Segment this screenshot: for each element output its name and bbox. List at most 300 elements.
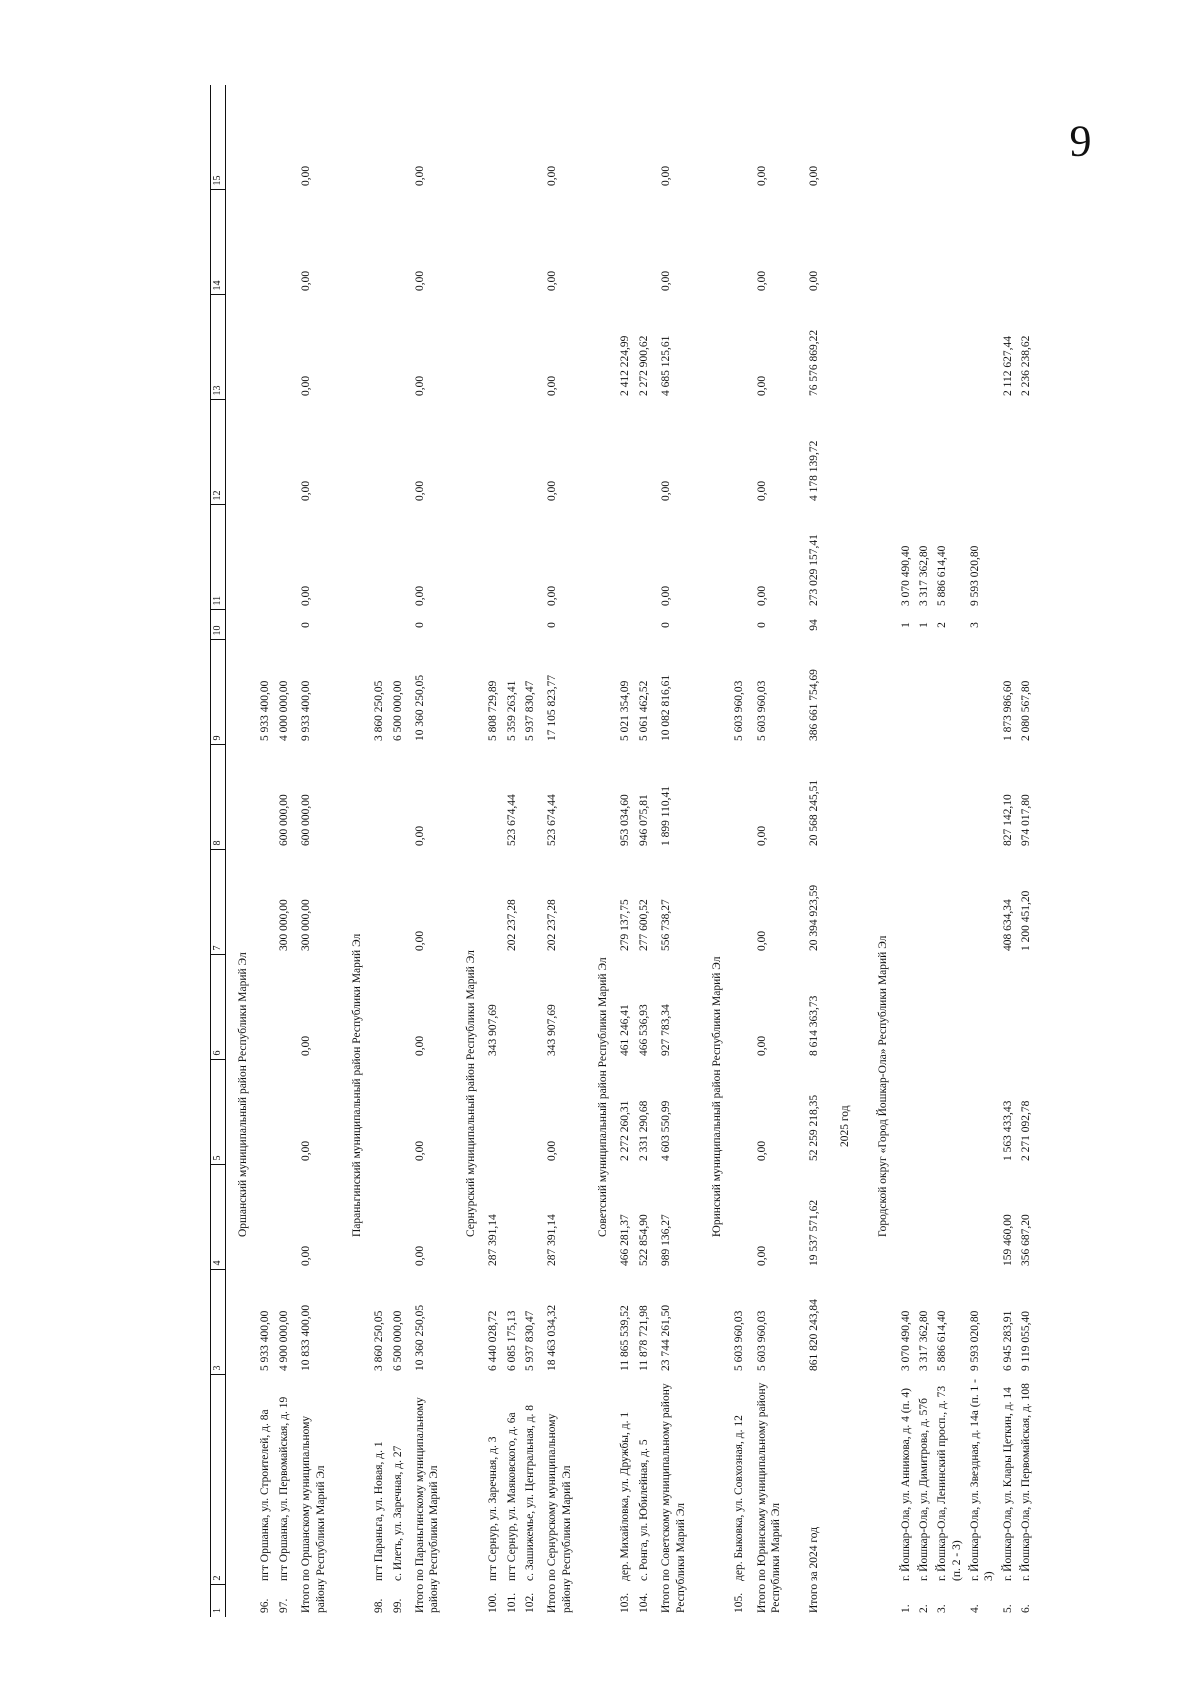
value-cell (730, 850, 748, 955)
value-cell (484, 745, 502, 850)
value-cell (484, 1060, 502, 1165)
total-value-cell: 927 783,34 (660, 1004, 673, 1056)
column-number: 9 (211, 640, 226, 745)
budget-table (210, 85, 1036, 1617)
total-value-cell: 0,00 (660, 270, 673, 291)
table-row (966, 85, 999, 1617)
value-cell: 11 865 539,52 (619, 1305, 632, 1371)
value-cell (915, 85, 933, 190)
value-cell (933, 955, 966, 1060)
value-cell: 5 937 830,47 (523, 680, 536, 741)
total-label: Итого по Юринскому муниципальному району Республики Марий Эл (755, 1382, 782, 1613)
value-cell: 600 000,00 (277, 794, 290, 846)
total-value-cell: 0,00 (755, 585, 768, 606)
column-number: 3 (211, 1270, 226, 1375)
value-cell: 6 440 028,72 (487, 1310, 500, 1371)
value-cell: 6 945 283,91 (1001, 1310, 1014, 1371)
value-cell (933, 1060, 966, 1165)
value-cell: 6 500 000,00 (391, 680, 404, 741)
value-cell (256, 400, 274, 505)
total-value-cell: 0,00 (300, 585, 313, 606)
page-number: 9 (1069, 116, 1092, 166)
value-cell: 2 272 260,31 (619, 1100, 632, 1161)
total-value-cell: 0,00 (414, 1035, 426, 1056)
total-value-cell: 0 (300, 622, 313, 628)
value-cell (616, 400, 634, 505)
value-cell (915, 850, 933, 955)
value-cell (256, 1165, 274, 1270)
total-value-cell: 0 (755, 622, 768, 628)
value-cell (389, 190, 407, 295)
value-cell: 11 878 721,98 (637, 1305, 650, 1371)
table-row (730, 85, 748, 1617)
total-value-cell: 0,00 (300, 270, 313, 291)
total-value-cell: 5 603 960,03 (755, 1310, 768, 1371)
value-cell (503, 190, 521, 295)
table-row (616, 85, 634, 1617)
row-number: 105. (733, 1592, 746, 1613)
value-cell (484, 610, 502, 640)
value-cell: 2 331 290,68 (637, 1100, 650, 1161)
value-cell (256, 850, 274, 955)
value-cell: 279 137,75 (619, 899, 632, 951)
value-cell (389, 1165, 407, 1270)
total-value-cell: 0,00 (755, 165, 768, 186)
value-cell (503, 400, 521, 505)
total-label: Итого по Параньгинскому муниципальному району Республики Марий Эл (414, 1397, 441, 1613)
value-cell (503, 295, 521, 400)
total-value-cell: 0,00 (808, 165, 821, 186)
value-cell (966, 640, 999, 745)
value-cell: 5 886 614,40 (936, 1310, 949, 1371)
total-value-cell: 76 576 869,22 (808, 329, 821, 396)
value-cell: 5 937 830,47 (523, 1310, 536, 1371)
value-cell: 953 034,60 (619, 794, 632, 846)
address-cell: с. Зашижемье, ул. Центральная, д. 8 (523, 1404, 536, 1581)
value-cell: 3 (969, 622, 981, 628)
value-cell: 4 900 000,00 (277, 1310, 290, 1371)
value-cell (275, 1060, 293, 1165)
value-cell: 408 634,34 (1001, 899, 1014, 951)
total-value-cell: 989 136,27 (660, 1214, 673, 1266)
section-heading-row (700, 85, 730, 1617)
total-value-cell: 10 360 250,05 (414, 1304, 426, 1371)
row-number: 96. (259, 1598, 272, 1613)
value-cell (897, 85, 915, 190)
value-cell (256, 955, 274, 1060)
column-number: 11 (211, 505, 226, 610)
value-cell (256, 745, 274, 850)
value-cell (635, 610, 653, 640)
value-cell (275, 505, 293, 610)
table-row (1017, 85, 1035, 1617)
value-cell: 461 246,41 (619, 1004, 632, 1056)
value-cell: 2 271 092,78 (1020, 1100, 1033, 1161)
address-cell: г. Йошкар-Ола, ул. Димитрова, д. 57б (917, 1398, 930, 1581)
value-cell: 3 070 490,40 (899, 545, 912, 606)
value-cell: 6 500 000,00 (391, 1310, 404, 1371)
section-title: Оршанский муниципальный район Республики Марий Эл (237, 952, 249, 1237)
value-cell (915, 1060, 933, 1165)
value-cell (275, 610, 293, 640)
value-cell (897, 1060, 915, 1165)
table-row (635, 85, 653, 1617)
address-cell: г. Йошкар-Ола, Ленинский просп., д. 73 (п. 2 - 3) (936, 1385, 963, 1581)
value-cell (503, 610, 521, 640)
value-cell: 522 854,90 (637, 1214, 650, 1266)
total-value-cell: 0,00 (414, 1140, 426, 1161)
value-cell (521, 745, 539, 850)
value-cell: 5 603 960,03 (733, 1310, 746, 1371)
value-cell (503, 85, 521, 190)
total-value-cell: 0,00 (414, 375, 426, 396)
value-cell (275, 400, 293, 505)
value-cell (389, 400, 407, 505)
value-cell (275, 1165, 293, 1270)
value-cell (370, 85, 388, 190)
value-cell (616, 610, 634, 640)
section-heading-row (586, 85, 616, 1617)
value-cell (730, 1165, 748, 1270)
table-row (275, 85, 293, 1617)
value-cell (966, 295, 999, 400)
total-value-cell: 10 833 400,00 (300, 1304, 313, 1371)
value-cell (616, 505, 634, 610)
value-cell (370, 745, 388, 850)
value-cell (256, 505, 274, 610)
row-number: 99. (391, 1598, 404, 1613)
value-cell (915, 190, 933, 295)
column-number: 4 (211, 1165, 226, 1270)
subtotal-row (407, 85, 454, 1617)
value-cell (915, 640, 933, 745)
value-cell: 523 674,44 (505, 794, 518, 846)
value-cell (616, 190, 634, 295)
value-cell: 2 080 567,80 (1020, 680, 1033, 741)
value-cell: 2 236 238,62 (1020, 335, 1033, 396)
value-cell: 9 593 020,80 (969, 545, 981, 606)
subtotal-row (539, 85, 586, 1617)
value-cell (635, 505, 653, 610)
total-value-cell: 52 259 218,35 (808, 1094, 821, 1161)
row-number: 102. (523, 1592, 536, 1613)
value-cell (389, 610, 407, 640)
subtotal-row (293, 85, 340, 1617)
value-cell (966, 1165, 999, 1270)
value-cell (275, 190, 293, 295)
value-cell (521, 850, 539, 955)
total-value-cell: 0,00 (755, 825, 768, 846)
value-cell (484, 295, 502, 400)
row-number: 3. (936, 1604, 949, 1613)
column-number: 10 (211, 610, 226, 640)
total-value-cell: 0,00 (414, 585, 426, 606)
value-cell (999, 505, 1017, 610)
value-cell (933, 640, 966, 745)
value-cell (897, 850, 915, 955)
total-value-cell: 0,00 (300, 480, 313, 501)
value-cell: 343 907,69 (487, 1004, 500, 1056)
total-value-cell: 0,00 (755, 1245, 768, 1266)
value-cell (730, 955, 748, 1060)
value-cell (521, 85, 539, 190)
value-cell: 3 317 362,80 (917, 545, 930, 606)
value-cell: 356 687,20 (1020, 1214, 1033, 1266)
total-value-cell: 0,00 (546, 165, 559, 186)
value-cell: 466 536,93 (637, 1004, 650, 1056)
total-value-cell: 0,00 (755, 480, 768, 501)
value-cell (933, 850, 966, 955)
value-cell (370, 1165, 388, 1270)
value-cell: 9 593 020,80 (969, 1310, 981, 1371)
value-cell (1017, 505, 1035, 610)
total-value-cell: 0,00 (300, 375, 313, 396)
value-cell: 1 563 433,43 (1001, 1100, 1014, 1161)
value-cell (503, 505, 521, 610)
column-number: 5 (211, 1060, 226, 1165)
value-cell (999, 610, 1017, 640)
value-cell (635, 400, 653, 505)
section-title: Сернурский муниципальный район Республики Марий Эл (464, 950, 477, 1237)
table-row (484, 85, 502, 1617)
total-value-cell: 0,00 (660, 165, 673, 186)
value-cell (966, 745, 999, 850)
value-cell (521, 1060, 539, 1165)
value-cell (730, 505, 748, 610)
value-cell (370, 850, 388, 955)
value-cell: 3 317 362,80 (917, 1310, 930, 1371)
total-value-cell: 0,00 (546, 375, 559, 396)
address-cell: с. Ронга, ул. Юбилейная, д. 5 (637, 1439, 650, 1581)
value-cell (370, 610, 388, 640)
section-title: Городской округ «Город Йошкар-Ола» Республики Марий Эл (877, 935, 890, 1237)
value-cell: 1 (917, 622, 930, 628)
value-cell: 2 112 627,44 (1001, 336, 1014, 396)
value-cell (389, 955, 407, 1060)
value-cell (966, 1060, 999, 1165)
value-cell: 5 933 400,00 (259, 1310, 272, 1371)
table-row (933, 85, 966, 1617)
value-cell: 287 391,14 (487, 1214, 500, 1266)
value-cell (389, 1060, 407, 1165)
address-cell: г. Йошкар-Ола, ул. Анникова, д. 4 (п. 4) (899, 1387, 912, 1581)
total-value-cell: 5 603 960,03 (755, 680, 768, 741)
table-row (256, 85, 274, 1617)
value-cell (484, 400, 502, 505)
value-cell (999, 955, 1017, 1060)
value-cell (370, 505, 388, 610)
column-number: 7 (211, 850, 226, 955)
total-value-cell: 20 394 923,59 (808, 884, 821, 951)
column-number: 6 (211, 955, 226, 1060)
value-cell: 827 142,10 (1001, 794, 1014, 846)
value-cell (389, 745, 407, 850)
value-cell: 4 000 000,00 (277, 680, 290, 741)
value-cell (897, 400, 915, 505)
column-number: 1 (211, 1585, 226, 1617)
total-value-cell: 20 568 245,51 (808, 779, 821, 846)
value-cell: 2 (936, 622, 949, 628)
value-cell (999, 85, 1017, 190)
section-heading-row (454, 85, 484, 1617)
value-cell (933, 400, 966, 505)
total-value-cell: 10 360 250,05 (414, 674, 426, 741)
total-value-cell: 0,00 (755, 1035, 768, 1056)
table-row (521, 85, 539, 1617)
value-cell (999, 400, 1017, 505)
subtotal-row (653, 85, 700, 1617)
row-number: 104. (637, 1592, 650, 1613)
value-cell (484, 85, 502, 190)
column-number: 14 (211, 190, 226, 295)
total-value-cell: 202 237,28 (546, 899, 559, 951)
address-cell: г. Йошкар-Ола, ул. Первомайская, д. 108 (1020, 1383, 1033, 1581)
value-cell: 974 017,80 (1020, 794, 1033, 846)
value-cell (897, 745, 915, 850)
total-value-cell: 0,00 (414, 825, 426, 846)
value-cell (484, 190, 502, 295)
value-cell: 3 860 250,05 (373, 1310, 386, 1371)
value-cell (275, 295, 293, 400)
value-cell (730, 190, 748, 295)
total-value-cell: 556 738,27 (660, 899, 673, 951)
value-cell: 5 603 960,03 (733, 680, 746, 741)
total-value-cell: 861 820 243,84 (808, 1299, 821, 1371)
value-cell (503, 1060, 521, 1165)
value-cell (370, 1060, 388, 1165)
value-cell (915, 295, 933, 400)
value-cell: 300 000,00 (277, 899, 290, 951)
total-value-cell: 0,00 (755, 375, 768, 396)
total-value-cell: 17 105 823,77 (546, 674, 559, 741)
address-cell: с. Илеть, ул. Заречная, д. 27 (391, 1445, 404, 1581)
total-label: Итого по Оршанскому муниципальному району Республики Марий Эл (300, 1415, 327, 1613)
value-cell: 6 085 175,13 (505, 1310, 518, 1371)
total-label: Итого по Сернурскому муниципальному району Республики Марий Эл (546, 1413, 573, 1613)
total-value-cell: 94 (808, 619, 821, 631)
total-value-cell: 1 899 110,41 (660, 786, 673, 846)
value-cell (389, 295, 407, 400)
value-cell (933, 85, 966, 190)
row-number: 4. (969, 1604, 981, 1613)
total-value-cell: 10 082 816,61 (660, 674, 673, 741)
total-label: Итого за 2024 год (808, 1526, 821, 1613)
total-value-cell: 0,00 (546, 585, 559, 606)
value-cell (389, 505, 407, 610)
total-value-cell: 0,00 (300, 1140, 313, 1161)
row-number: 103. (619, 1592, 632, 1613)
total-value-cell: 19 537 571,62 (808, 1199, 821, 1266)
value-cell: 159 460,00 (1001, 1214, 1014, 1266)
total-value-cell: 0,00 (546, 480, 559, 501)
value-cell (933, 1165, 966, 1270)
value-cell: 5 061 462,52 (637, 680, 650, 741)
row-number: 1. (899, 1604, 912, 1613)
value-cell: 5 359 263,41 (505, 680, 518, 741)
value-cell (275, 955, 293, 1060)
value-cell (275, 85, 293, 190)
table-row (389, 85, 407, 1617)
value-cell (521, 400, 539, 505)
table-row (503, 85, 521, 1617)
value-cell (616, 85, 634, 190)
value-cell (256, 1060, 274, 1165)
total-value-cell: 23 744 261,50 (660, 1304, 673, 1371)
value-cell: 1 200 451,20 (1020, 890, 1033, 951)
value-cell (1017, 955, 1035, 1060)
value-cell: 3 070 490,40 (899, 1310, 912, 1371)
address-cell: г. Йошкар-Ола, ул. Клары Цеткин, д. 14 (1001, 1387, 1014, 1581)
value-cell (966, 955, 999, 1060)
value-cell: 946 075,81 (637, 794, 650, 846)
value-cell (370, 955, 388, 1060)
section-title: Параньгинский муниципальный район Республики Марий Эл (350, 933, 363, 1237)
value-cell (730, 400, 748, 505)
value-cell (730, 745, 748, 850)
total-value-cell: 287 391,14 (546, 1214, 559, 1266)
column-number: 13 (211, 295, 226, 400)
section-heading-row (226, 85, 257, 1617)
total-value-cell: 0,00 (300, 1035, 313, 1056)
value-cell (256, 610, 274, 640)
total-value-cell: 4 685 125,61 (660, 335, 673, 396)
value-cell: 5 808 729,89 (487, 680, 500, 741)
total-value-cell: 0,00 (414, 270, 426, 291)
total-value-cell: 0,00 (546, 270, 559, 291)
total-value-cell: 273 029 157,41 (808, 534, 821, 606)
column-number: 15 (211, 85, 226, 190)
table-row (897, 85, 915, 1617)
value-cell (389, 850, 407, 955)
address-cell: пгт Параньга, ул. Новая, д. 1 (373, 1441, 386, 1581)
value-cell (915, 1165, 933, 1270)
address-cell: дер. Быковка, ул. Совхозная, д. 12 (733, 1415, 746, 1581)
section-title: Советский муниципальный район Республики Марий Эл (597, 957, 609, 1237)
section-heading-row (340, 85, 370, 1617)
value-cell: 466 281,37 (619, 1214, 632, 1266)
address-cell: пгт Оршанка, ул. Первомайская, д. 19 (277, 1396, 290, 1581)
value-cell (730, 85, 748, 190)
value-cell (966, 850, 999, 955)
value-cell (730, 610, 748, 640)
total-value-cell: 8 614 363,73 (808, 995, 821, 1056)
address-cell: дер. Михайловка, ул. Дружбы, д. 1 (619, 1411, 632, 1581)
column-number-row (211, 85, 226, 1617)
value-cell (966, 190, 999, 295)
total-value-cell: 0,00 (414, 1245, 426, 1266)
value-cell (915, 400, 933, 505)
value-cell: 1 873 986,60 (1001, 680, 1014, 741)
table-row (999, 85, 1017, 1617)
total-value-cell: 0 (414, 622, 426, 628)
total-value-cell: 4 178 139,72 (808, 440, 821, 501)
value-cell: 3 860 250,05 (373, 680, 386, 741)
value-cell (915, 745, 933, 850)
value-cell (897, 1165, 915, 1270)
address-cell: г. Йошкар-Ола, ул. Звездная, д. 14а (п. 1 - 3) (969, 1379, 996, 1581)
value-cell (484, 850, 502, 955)
address-cell: пгт Сернур, ул. Заречная, д. 3 (487, 1436, 500, 1581)
table-row (915, 85, 933, 1617)
total-value-cell: 0,00 (755, 270, 768, 291)
value-cell (521, 610, 539, 640)
total-value-cell: 0,00 (414, 930, 426, 951)
total-label: Итого по Советскому муниципальному району Республики Марий Эл (660, 1383, 687, 1613)
value-cell (915, 955, 933, 1060)
value-cell (730, 295, 748, 400)
total-value-cell: 0 (546, 622, 559, 628)
table-row (370, 85, 388, 1617)
